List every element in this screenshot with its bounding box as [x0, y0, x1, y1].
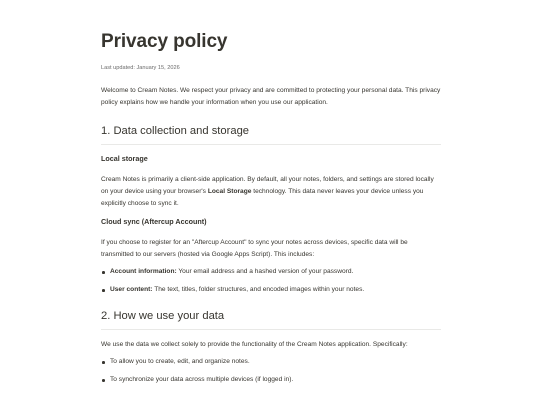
list-item-text: The text, titles, folder structures, and encoded images within your notes.: [152, 286, 365, 293]
list-item-text: Your email address and a hashed version of your password.: [176, 268, 354, 275]
section-heading-how-we-use: 2. How we use your data: [101, 308, 441, 330]
subheading-cloud-sync: Cloud sync (Aftercup Account): [101, 217, 207, 226]
collected-data-list: [101, 266, 441, 296]
list-item-label: User content:: [110, 286, 153, 293]
list-item: To synchronize your data across multiple devices (if logged in).: [101, 374, 441, 386]
local-storage-text-after: technology. This data never leaves your device unless you explicitly choose to sync it.: [101, 188, 424, 207]
last-updated-text: Last updated: January 15, 2026: [101, 65, 180, 71]
list-item: To allow you to create, edit, and organize notes.: [101, 356, 441, 368]
list-item: [101, 266, 441, 278]
cloud-sync-paragraph: If you choose to register for an "Aftercup Account" to sync your notes across devices, specific data will be transmitted to our servers (hosted via Google Apps Script). This includes:: [101, 239, 408, 258]
document-content: [101, 30, 441, 386]
how-we-use-paragraph: We use the data we collect solely to provide the functionality of the Cream Notes application. Specifically:: [101, 341, 408, 348]
local-storage-bold: Local Storage: [207, 188, 252, 195]
intro-paragraph: Welcome to Cream Notes. We respect your privacy and are committed to protecting your personal data. This privacy policy explains how we handle your information when you use our application.: [101, 87, 441, 106]
local-storage-text-before: Cream Notes is primarily a client-side application. By default, all your notes, folders, and settings are stored locally on your device using your browser's: [101, 176, 434, 195]
section-heading-data-collection: 1. Data collection and storage: [101, 123, 441, 145]
usage-list: [101, 356, 441, 386]
subheading-local-storage: Local storage: [101, 154, 148, 163]
list-item-label: Account information:: [110, 268, 177, 275]
list-item: [101, 284, 441, 296]
local-storage-paragraph: [101, 174, 441, 210]
page-title: Privacy policy: [101, 31, 228, 52]
